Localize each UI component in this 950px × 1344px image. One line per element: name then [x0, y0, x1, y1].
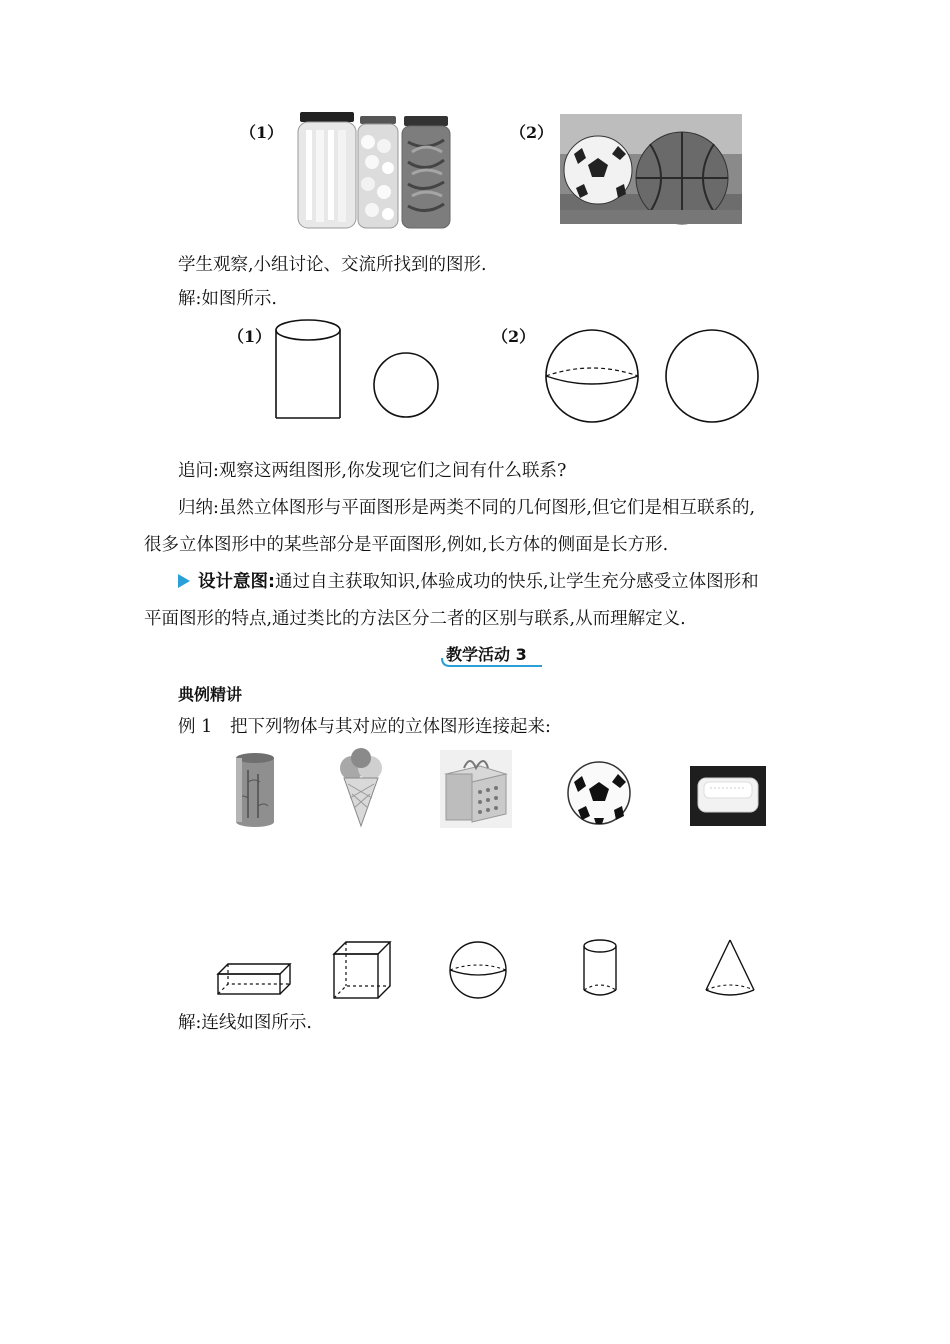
ice-cream-cone-picture — [336, 750, 386, 830]
large-circle-outline-icon — [664, 326, 764, 426]
gift-box-picture — [440, 750, 512, 828]
solution-text: 解:如图所示. — [178, 289, 277, 309]
cone-outline-icon — [704, 938, 758, 1000]
example-1 — [178, 716, 551, 738]
design-intent-label: 设计意图: — [198, 572, 275, 592]
design-intent-line-1: 通过自主获取知识,体验成功的快乐,让学生充分感受立体图形和 — [275, 572, 759, 592]
cuboid-outline-icon — [216, 962, 296, 1002]
soccer-ball-picture — [566, 760, 634, 828]
photo-group-2-label: （2） — [510, 123, 554, 142]
example-1-text: 把下列物体与其对应的立体图形连接起来: — [230, 717, 551, 737]
jars-photo — [296, 112, 456, 232]
shape-group-1-label: （1） — [228, 327, 272, 346]
design-intent-line-2: 平面图形的特点,通过类比的方法区分二者的区别与联系,从而理解定义. — [144, 609, 686, 629]
circle-outline-icon — [372, 352, 442, 422]
cylinder-solid-outline-icon — [582, 938, 622, 1000]
soap-box-picture — [690, 766, 766, 826]
activity-title: 教学活动 3 — [446, 645, 527, 664]
shape-group-2-label: （2） — [492, 327, 536, 346]
observe-text: 学生观察,小组讨论、交流所找到的图形. — [178, 255, 487, 275]
summary-line-1: 归纳:虽然立体图形与平面图形是两类不同的几何图形,但它们是相互联系的, — [178, 498, 756, 518]
photo-group-1-label: （1） — [240, 123, 284, 142]
sphere-solid-outline-icon — [448, 940, 510, 1002]
cylinder-outline-icon — [274, 318, 344, 424]
triangle-marker-icon — [178, 574, 192, 590]
example-1-solution: 解:连线如图所示. — [178, 1013, 312, 1033]
summary-line-2: 很多立体图形中的某些部分是平面图形,例如,长方体的侧面是长方形. — [144, 535, 669, 555]
bamboo-tube-picture — [234, 752, 278, 826]
balls-photo — [560, 114, 742, 224]
examples-heading: 典例精讲 — [178, 685, 243, 704]
sphere-outline-icon — [544, 326, 644, 426]
activity-title-underline — [440, 658, 544, 670]
cube-outline-icon — [332, 940, 394, 1000]
question-text: 追问:观察这两组图形,你发现它们之间有什么联系? — [178, 461, 567, 481]
example-1-label: 例 1 — [178, 717, 213, 737]
design-intent — [198, 571, 759, 593]
